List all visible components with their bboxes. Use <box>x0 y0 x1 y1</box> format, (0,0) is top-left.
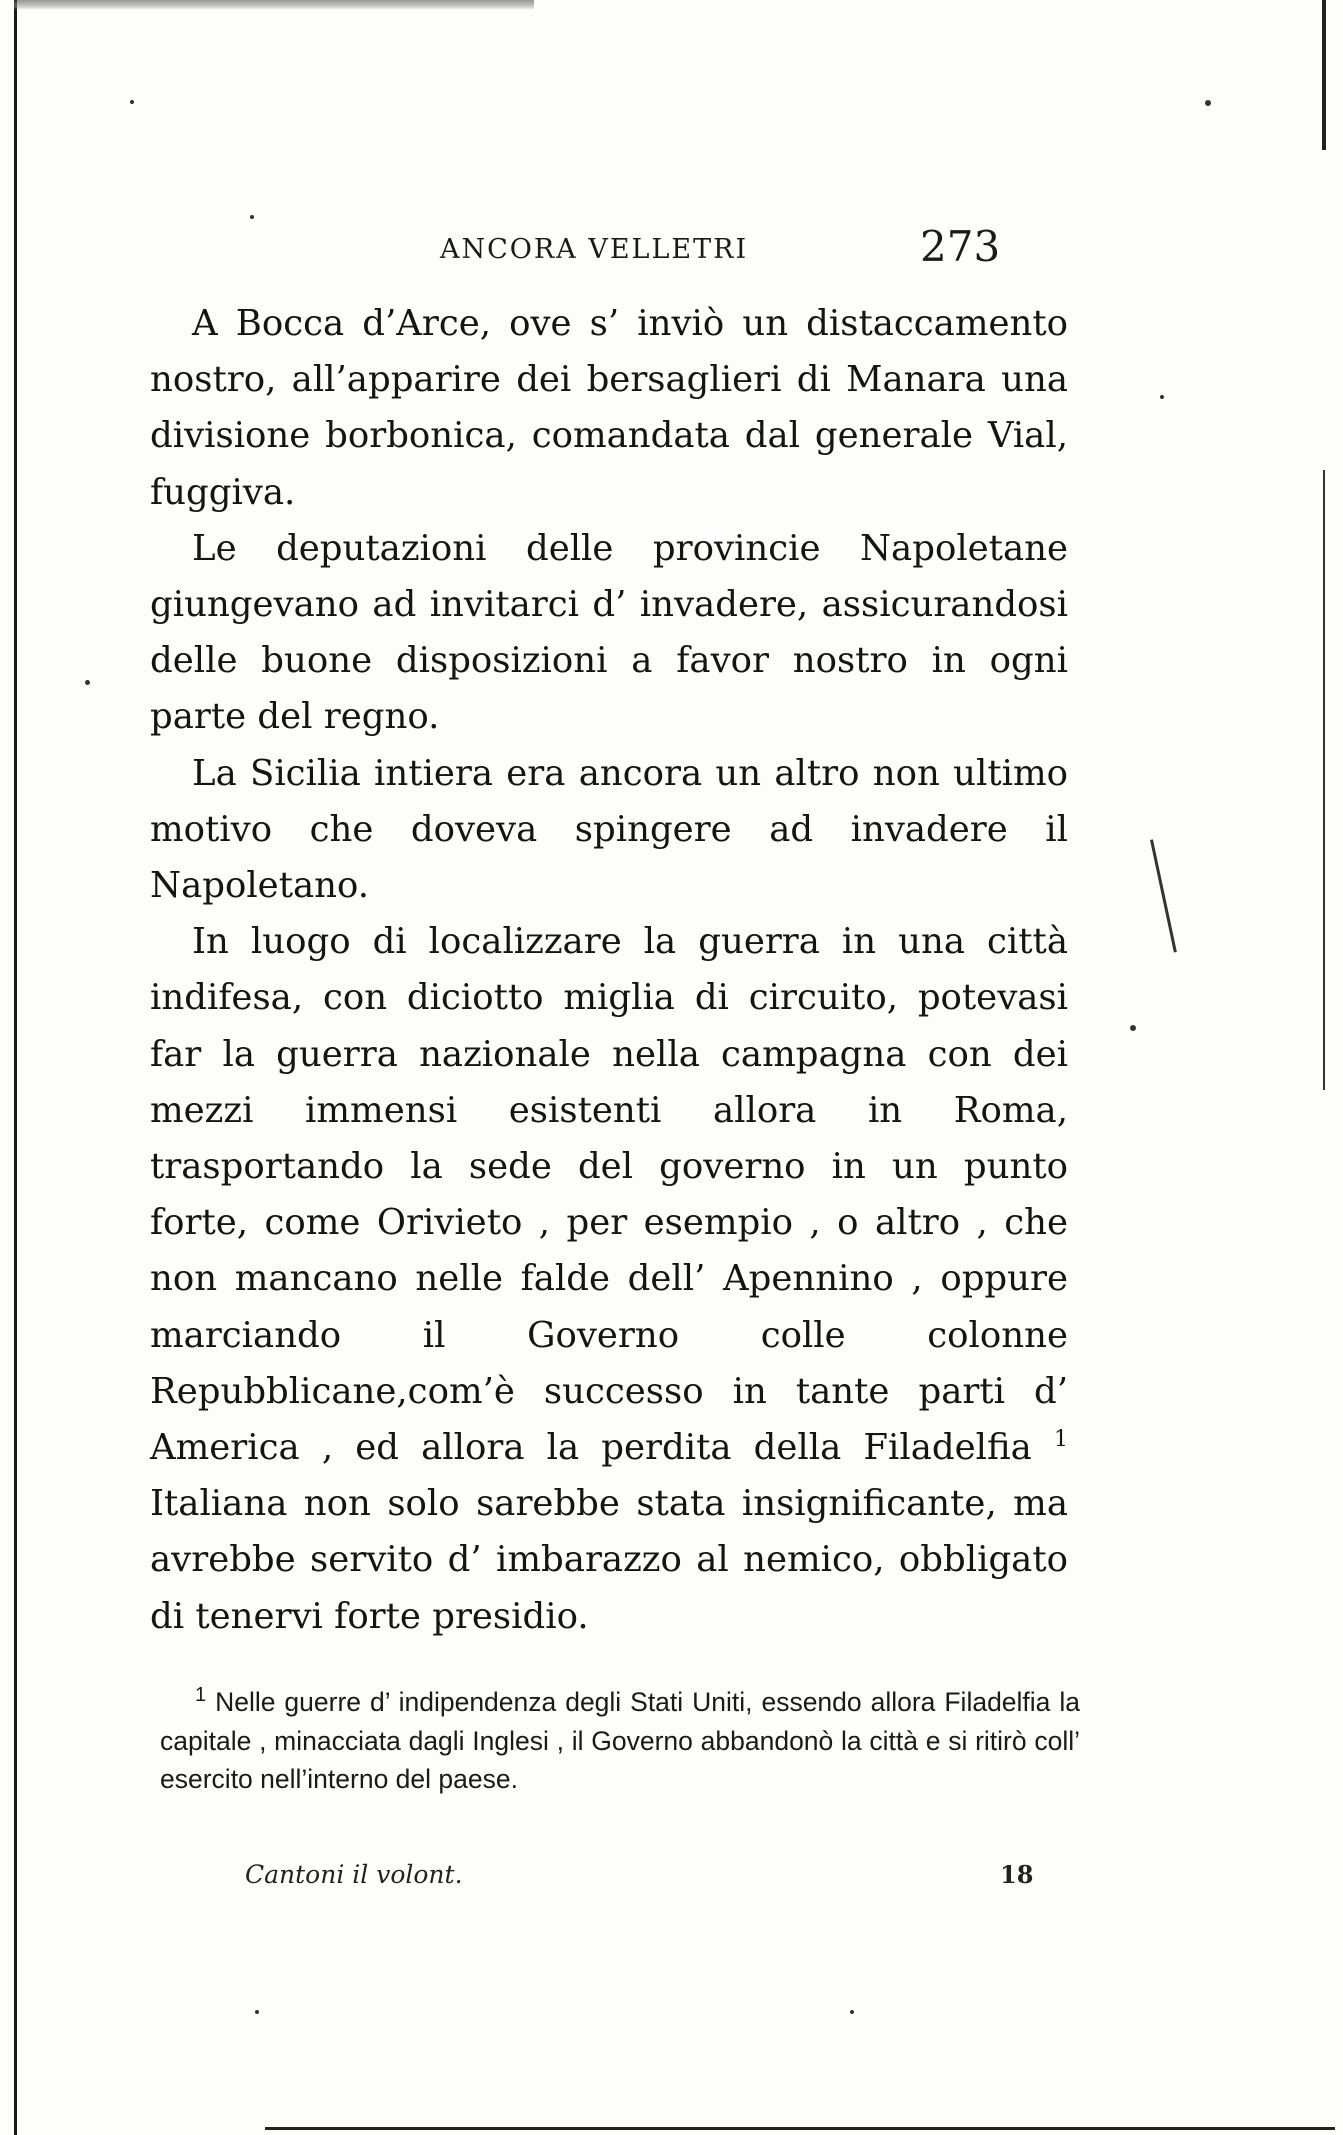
paragraph: Le deputazioni delle provincie Napoletane giungevano ad invitarci d’ invadere, assicurandosi delle buone disposizioni a favor nostro in ogni parte del regno. <box>150 527 1068 738</box>
paragraph-text: Italiana non solo sarebbe stata insignificante, ma avrebbe servito d’ imbarazzo al nemico, obbligato di tenervi forte presidio. <box>150 1483 1068 1637</box>
signature-number: 18 <box>1000 1860 1034 1889</box>
paragraph <box>150 914 1068 1645</box>
scan-speck <box>1205 100 1211 106</box>
paragraph: A Bocca d’Arce, ove s’ inviò un distaccamento nostro, all’apparire dei bersaglieri di Manara una divisione borbonica, comandata dal generale Vial, fuggiva. <box>150 303 1068 513</box>
scan-edge-top <box>14 0 534 10</box>
scan-speck <box>1130 1025 1136 1031</box>
scan-edge-right-lower <box>1323 470 1325 1090</box>
footnote-paragraph <box>160 1683 1080 1799</box>
paragraph-text: In luogo di localizzare la guerra in una città indifesa, con diciotto miglia di circuito, potevasi far la guerra nazionale nella campagna con dei mezzi immensi esistenti allora in Roma, trasportando la sede del governo in un punto forte, come Orivieto , per esempio , o altro , che non mancano nelle falde dell’ Apennino , oppure marciando il Governo colle colonne Repubblicane,com’è successo in tante parti d’ America , ed allora la perdita della Filadelfia <box>150 921 1068 1469</box>
footnote-text: Nelle guerre d’ indipendenza degli Stati Uniti, essendo allora Filadelfia la capitale , minacciata dagli Inglesi , il Governo abbandonò la città e si ritirò coll’ esercito nell’interno del paese. <box>160 1687 1080 1794</box>
footnote-reference[interactable]: 1 <box>1054 1427 1068 1453</box>
scan-edge-right <box>1322 0 1326 150</box>
scan-speck <box>255 2010 259 2014</box>
scan-speck <box>85 680 90 685</box>
main-text <box>150 296 1068 1645</box>
scan-edge-bottom <box>265 2127 1335 2130</box>
margin-pencil-mark <box>1150 839 1177 952</box>
footnote-number: 1 <box>195 1684 207 1707</box>
running-title: ANCORA VELLETRI <box>440 234 749 265</box>
printer-signature-mark: Cantoni il volont. <box>245 1860 463 1889</box>
scan-edge-left <box>14 0 17 2135</box>
page-number: 273 <box>920 222 1001 271</box>
scan-speck <box>1160 395 1164 399</box>
scan-speck <box>250 215 254 219</box>
scan-speck <box>850 2010 854 2014</box>
footnote <box>160 1683 1080 1799</box>
scan-speck <box>130 100 134 104</box>
paragraph: La Sicilia intiera era ancora un altro non ultimo motivo che doveva spingere ad invadere il Napoletano. <box>150 752 1068 907</box>
